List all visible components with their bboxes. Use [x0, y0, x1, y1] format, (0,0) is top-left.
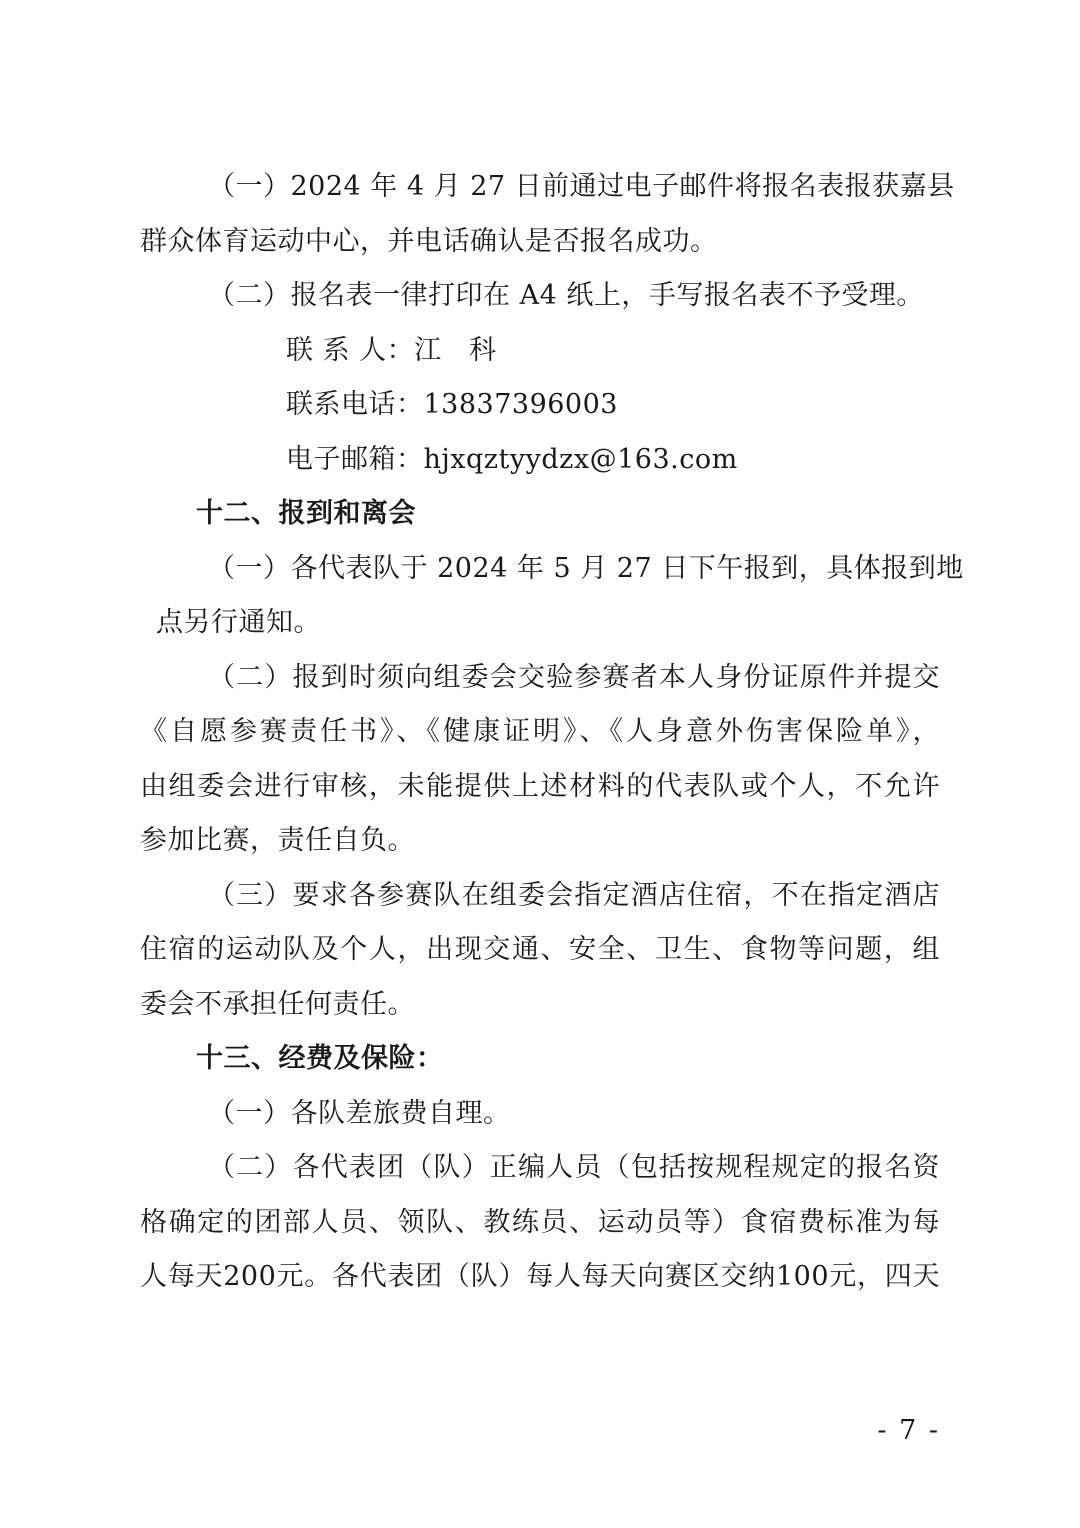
paragraph-line: （一）各代表队于 2024 年 5 月 27 日下午报到，具体报到地: [208, 552, 964, 584]
paragraph-line: （三）要求各参赛队在组委会指定酒店住宿，不在指定酒店: [208, 879, 940, 911]
section-heading: 十二、报到和离会: [196, 498, 416, 529]
paragraph-line: 《自愿参赛责任书》、《健康证明》、《人身意外伤害保险单》，: [140, 716, 940, 747]
paragraph-line: 点另行通知。: [156, 607, 321, 638]
page-number: - 7 -: [877, 1415, 940, 1446]
contact-email: 电子邮箱：hjxqztyydzx@163.com: [286, 443, 738, 475]
paragraph-line: （二）报到时须向组委会交验参赛者本人身份证原件并提交: [208, 661, 940, 693]
document-body: [140, 160, 964, 1305]
paragraph-line: 格确定的团部人员、领队、教练员、运动员等）食宿费标准为每: [140, 1206, 940, 1238]
section-heading: 十三、经费及保险：: [196, 1043, 444, 1074]
paragraph-line: 住宿的运动队及个人，出现交通、安全、卫生、食物等问题，组: [140, 934, 940, 965]
paragraph-line: （二）各代表团（队）正编人员（包括按规程规定的报名资: [208, 1152, 940, 1183]
paragraph-line: （一）2024 年 4 月 27 日前通过电子邮件将报名表报获嘉县: [208, 171, 955, 202]
paragraph-line: 由组委会进行审核，未能提供上述材料的代表队或个人，不允许: [140, 770, 940, 802]
paragraph-line: （二）报名表一律打印在 A4 纸上，手写报名表不予受理。: [208, 280, 924, 311]
paragraph-line: （一）各队差旅费自理。: [208, 1097, 511, 1129]
paragraph-line: 人每天200元。各代表团（队）每人每天向赛区交纳100元，四天: [140, 1261, 940, 1292]
contact-person: 联 系 人：江 科: [286, 334, 497, 366]
contact-phone: 联系电话：13837396003: [286, 389, 618, 420]
paragraph-line: 委会不承担任何责任。: [140, 988, 415, 1020]
paragraph-line: 参加比赛，责任自负。: [140, 825, 415, 856]
paragraph-line: 群众体育运动中心，并电话确认是否报名成功。: [140, 225, 718, 257]
